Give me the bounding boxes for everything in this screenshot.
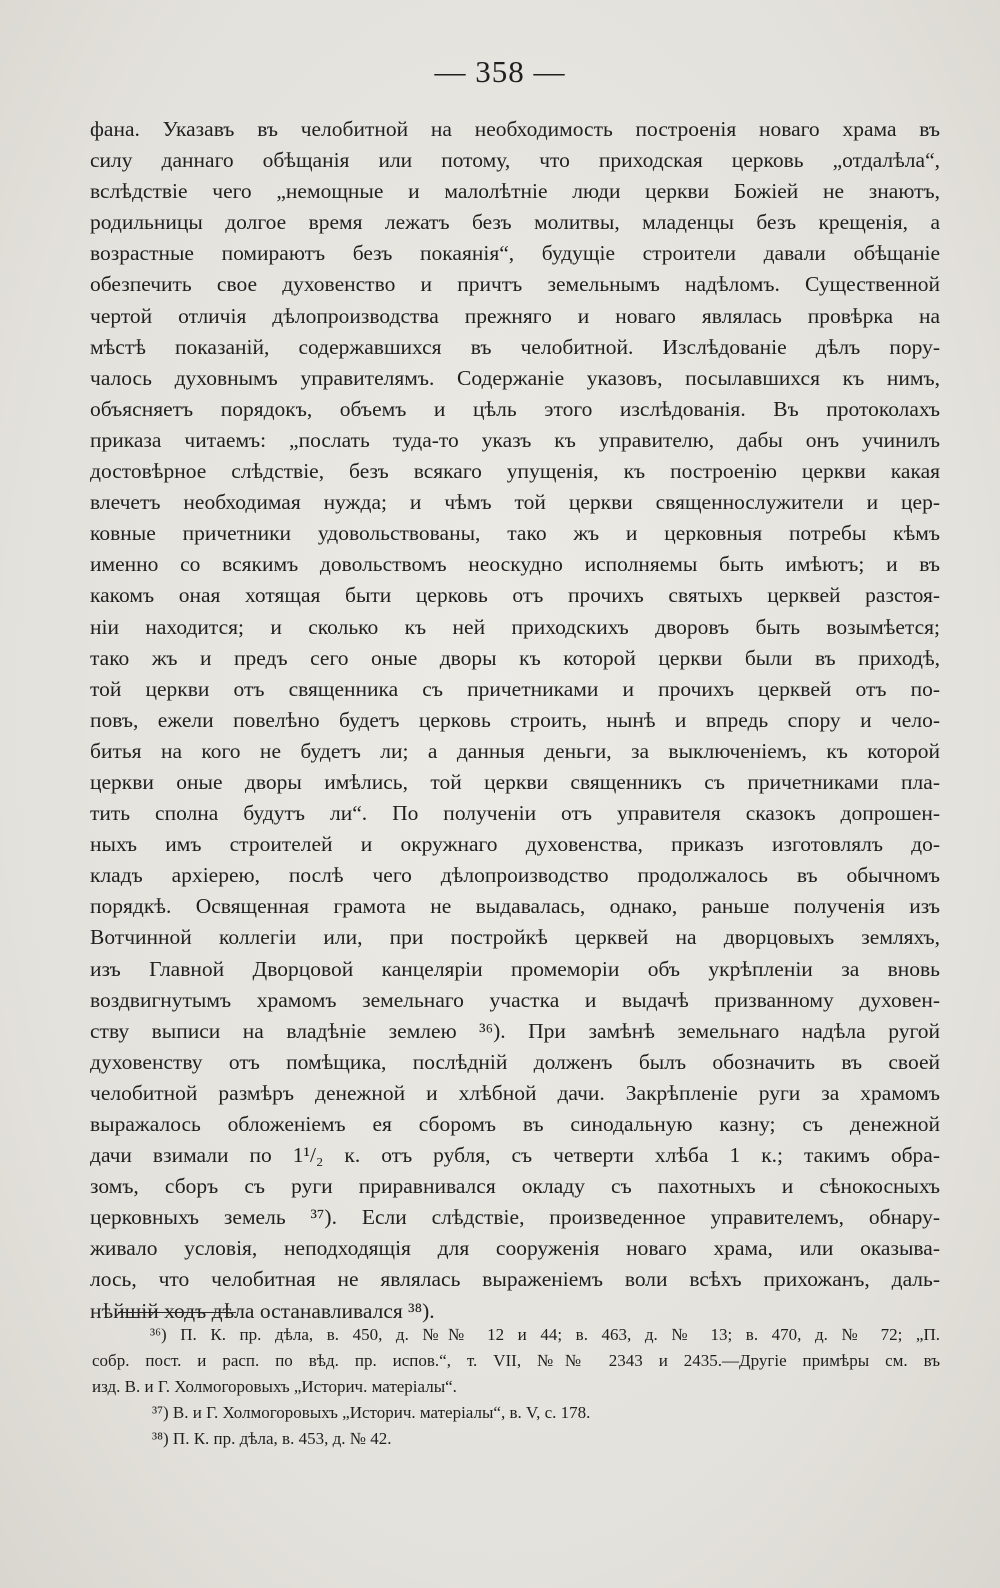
- text-line: битья на кого не будетъ ли; а данныя деньги, за выключеніемъ, къ которой: [90, 738, 940, 763]
- text-line: какомъ оная хотящая быти церковь отъ прочихъ святыхъ церквей разстоя-: [90, 583, 940, 608]
- text-line: объясняетъ порядокъ, объемъ и цѣль этого изслѣдованія. Въ протоколахъ: [90, 396, 940, 421]
- text-line: порядкѣ. Освященная грамота не выдавалась, однако, раньше полученія изъ: [90, 894, 940, 919]
- text-line: чертой отличія дѣлопроизводства прежняго и новаго являлась провѣрка на: [90, 303, 940, 328]
- footnote-divider: [118, 1312, 236, 1313]
- text-line: изъ Главной Дворцовой канцеляріи промеморіи объ укрѣпленіи за вновь: [90, 956, 940, 981]
- text-line: достовѣрное слѣдствіе, безъ всякаго упущенія, къ построенію церкви какая: [90, 459, 940, 484]
- text-line: воздвигнутымъ храмомъ земельнаго участка и выдачѣ призванному духовен-: [90, 987, 940, 1012]
- text-line: кладъ архіерею, послѣ чего дѣлопроизводство продолжалось въ обычномъ: [90, 863, 940, 888]
- text-line: зомъ, сборъ съ руги приравнивался окладу съ пахотныхъ и сѣнокосныхъ: [90, 1174, 940, 1199]
- text-line: возрастные помираютъ безъ покаянія“, будущіе строители давали обѣщаніе: [90, 241, 940, 266]
- text-line: обезпечить свое духовенство и причтъ земельнымъ надѣломъ. Существенной: [90, 272, 940, 297]
- text-line: ковные причетники удовольствованы, тако жъ и церковныя потребы кѣмъ: [90, 521, 940, 546]
- text-line: Вотчинной коллегіи или, при постройкѣ церквей на дворцовыхъ земляхъ,: [90, 925, 940, 950]
- page-number: — 358 —: [434, 54, 566, 89]
- text-line: ныхъ имъ строителей и окружнаго духовенства, приказъ изготовлялъ до-: [90, 832, 940, 857]
- footnote-36-line-3: изд. В. и Г. Холмогоровыхъ „Историч. матеріалы“.: [92, 1377, 457, 1396]
- text-line: выражалось обложеніемъ ея сборомъ въ синодальную казну; съ денежной: [90, 1112, 940, 1136]
- text-line: тако жъ и предъ сего оные дворы къ которой церкви были въ приходѣ,: [90, 645, 940, 670]
- text-line: челобитной размѣръ денежной и хлѣбной дачи. Закрѣпленіе руги за храмомъ: [90, 1080, 940, 1105]
- footnotes: [92, 1322, 940, 1452]
- text-line: родильницы долгое время лежатъ безъ молитвы, младенцы безъ крещенія, а: [90, 210, 940, 235]
- footnote-36-line-1: ³⁶) П. К. пр. дѣла, в. 450, д. №№ 12 и 44; в. 463, д. № 13; в. 470, д. № 72; „П.: [150, 1325, 940, 1344]
- text-line: нѣйшій ходъ дѣла останавливался ³⁸).: [90, 1298, 435, 1323]
- text-line: живало условія, неподходящія для сооруженія новаго храма, или оказыва-: [90, 1236, 940, 1261]
- text-line: фана. Указавъ въ челобитной на необходимость построенія новаго храма въ: [90, 117, 940, 141]
- footnote-36-line-2: собр. пост. и расп. по вѣд. пр. испов.“, т. VII, №№ 2343 и 2435.—Другіе примѣры см. въ: [92, 1351, 940, 1370]
- text-line: церкви оные дворы имѣлись, той церкви священникъ съ причетниками пла-: [90, 769, 940, 794]
- text-line: той церкви отъ священника съ причетниками и прочихъ церквей отъ по-: [90, 676, 940, 701]
- text-line: тить сполна будутъ ли“. По полученіи отъ управителя сказокъ допрошен-: [90, 801, 940, 826]
- text-line: ству выписи на владѣніе землею ³⁶). При замѣнѣ земельнаго надѣла ругой: [90, 1018, 940, 1043]
- text-line: чалось духовнымъ управителямъ. Содержаніе указовъ, посылавшихся къ нимъ,: [90, 365, 940, 390]
- main-text: [90, 114, 940, 1327]
- text-line: приказа читаемъ: „послать туда-то указъ къ управителю, дабы онъ учинилъ: [90, 427, 940, 452]
- text-line: мѣстѣ показаній, содержавшихся въ челобитной. Изслѣдованіе дѣлъ пору-: [90, 334, 940, 359]
- footnote-37: ³⁷) В. и Г. Холмогоровыхъ „Историч. матеріалы“, в. V, с. 178.: [152, 1403, 591, 1422]
- text-line: влечетъ необходимая нужда; и чѣмъ той церкви священнослужители и цер-: [90, 490, 940, 515]
- text-line: дачи взимали по 1¹/₂ к. отъ рубля, съ четверти хлѣба 1 к.; такимъ обра-: [90, 1143, 940, 1168]
- text-line: церковныхъ земель ³⁷). Если слѣдствіе, произведенное управителемъ, обнару-: [90, 1205, 940, 1230]
- text-line: вслѣдствіе чего „немощные и малолѣтніе люди церкви Божіей не знаютъ,: [90, 179, 940, 204]
- text-line: повъ, ежели повелѣно будетъ церковь строить, нынѣ и впредь спору и чело-: [90, 707, 940, 732]
- text-line: духовенству отъ помѣщика, послѣдній долженъ былъ обозначить въ своей: [90, 1049, 940, 1074]
- text-line: ніи находится; и сколько къ ней приходскихъ дворовъ быть возымѣется;: [90, 614, 940, 639]
- text-line: именно со всякимъ довольствомъ неоскудно исполняемы быть имѣютъ; и въ: [90, 552, 940, 577]
- footnote-38: ³⁸) П. К. пр. дѣла, в. 453, д. № 42.: [152, 1429, 392, 1448]
- text-line: лось, что челобитная не являлась выраженіемъ воли всѣхъ прихожанъ, даль-: [90, 1267, 940, 1292]
- text-line: силу даннаго обѣщанія или потому, что приходская церковь „отдалѣла“,: [90, 148, 940, 173]
